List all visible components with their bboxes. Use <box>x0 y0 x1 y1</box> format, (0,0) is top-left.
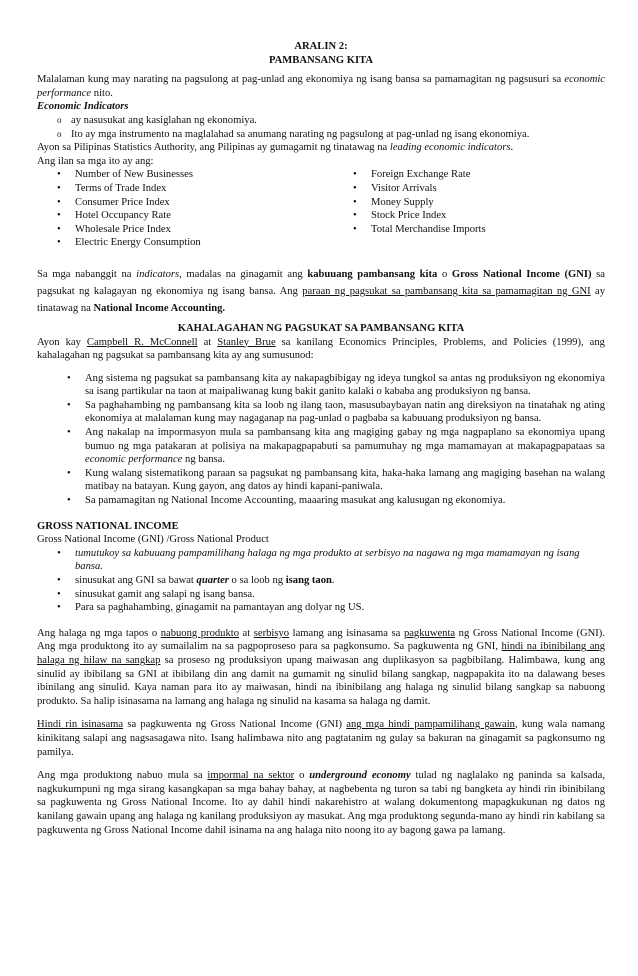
gross-title: GROSS NATIONAL INCOME <box>37 520 179 532</box>
text: ng bansa. <box>182 454 226 466</box>
text: impormal na sektor <box>207 770 295 782</box>
kahalagahan-list <box>37 372 605 508</box>
paragraph-1 <box>37 627 605 709</box>
text: pagkuwenta <box>403 627 456 639</box>
lesson-title: PAMBANSANG KITA <box>268 54 374 66</box>
list-item: • Sa paghahambing ng pambansang kita sa loob ng ilang taon, masusubaybayan natin ang direksiyon na tinatahak ng ating ekonomiya at malalaman kung may nagaganap na pag-unlad o pagbaba sa kabuuang produksiyon ng bansa. <box>37 399 605 426</box>
lesson-number: ARALIN 2: <box>294 41 348 52</box>
psa-paragraph <box>37 141 605 155</box>
list-item: • sinusukat gamit ang salapi ng isang bansa. <box>37 588 605 602</box>
list-item: • Total Merchandise Imports <box>333 223 605 237</box>
list-item: • Foreign Exchange Rate <box>333 168 605 182</box>
list-item: • Kung walang sistematikong paraan sa pagsukat ng pambansang kita, haka-haka lamang ang magiging basehan na walang matibay na batayan. Kung gayon, ang datos ay hindi kapani-paniwala. <box>37 467 605 494</box>
text: sinusukat ang GNI sa bawat <box>75 575 197 586</box>
psa-end: . <box>510 142 514 154</box>
list-item: • Ang sistema ng pagsukat sa pambansang kita ay nakapagbibigay ng ideya tungkol sa antas ng produksiyon ng ekonomiya sa isang partikular na taon at maipaliwanag kung bakit ganito kalaki o kababa ang produksiyon ng bansa. <box>37 372 605 399</box>
list-item <box>37 574 605 588</box>
text: ang mga hindi pampamilihang gawain <box>346 719 515 731</box>
text: at <box>197 336 218 348</box>
text: Ang halaga ng mga tapos o <box>37 627 161 639</box>
psa-text: Ayon sa Pilipinas Statistics Authority, ang Pilipinas ay gumagamit ng tinatawag na <box>37 142 390 154</box>
text: at <box>239 627 254 639</box>
text: ng Gross National Income (GNI). Ang mga produktong ito ay sumailalim na sa pagpoproseso para sa pagkonsumo. Sa pagkuwenta ng GNI, <box>37 627 605 653</box>
text: ay tinatawag na <box>37 285 605 314</box>
text: underground economy <box>309 770 411 782</box>
kahalagahan-title: KAHALAGAHAN NG PAGSUKAT SA PAMBANSANG KITA <box>177 322 465 334</box>
econ-indicators-title: Economic Indicators <box>37 101 129 113</box>
list-item: • Para sa paghahambing, ginagamit na pamantayan ang dolyar ng US. <box>37 601 605 615</box>
author-2: Stanley Brue <box>217 336 276 348</box>
list-item: o ay nasusukat ang kasiglahan ng ekonomiya. <box>71 114 605 128</box>
list-item: • Consumer Price Index <box>37 196 333 210</box>
list-item: • Visitor Arrivals <box>333 182 605 196</box>
text: lamang ang isinasama sa <box>289 627 404 639</box>
indicator-columns <box>37 168 605 250</box>
text: Ayon kay <box>37 336 87 348</box>
text: hindi na ibinibilang ang halaga ng hilaw na sangkap <box>37 641 605 666</box>
econ-indicators-list <box>37 114 605 141</box>
text: sa proseso ng produksiyon upang maiwasan ang duplikasyon sa pagbibilang. Halimbawa, kung ang sinulid ay ibibilang sa GNI at ibibilang din ang damit na gumamit ng sinulid bilang sangkap, nagpapakita ito na dalawang beses ibinilang ang sinulid. Kaya naman para ito ay maiwasan, hindi na ibinibilang ang halaga ng sinulid bilang sangkap sa nabuong produkto. Sa halip isinasama na lamang ang halaga ng sinulid na kasama sa halaga ng damit. <box>37 654 605 707</box>
text: Hindi rin isinasama <box>37 719 124 731</box>
text: o <box>294 770 310 782</box>
paragraph-2 <box>37 718 605 759</box>
text: , kung wala namang kinikitang salapi ang nagsasagawa nito. Isang halimbawa nito ang pagtatanim ng gulay sa bakuran na ginagamit sa pagkonsumo ng pamilya. <box>37 719 605 758</box>
text: . <box>331 575 335 586</box>
list-item: o Ito ay mga instrumento na maglalahad sa anumang narating ng pagsulong at pag-unlad ng isang ekonomiya. <box>71 128 605 142</box>
text: kabuuang pambansang kita <box>307 268 438 280</box>
text: sa pagkuwenta ng Gross National Income (GNI) <box>123 719 347 731</box>
some-of-them-text: Ang ilan sa mga ito ay ang: <box>37 155 154 167</box>
kahalagahan-intro <box>37 336 605 363</box>
text: madalas na ginagamit ang <box>181 268 308 280</box>
text: Ang mga produktong nabuo mula sa <box>37 770 208 782</box>
text: isang taon <box>285 575 332 586</box>
intro-italic: economic performance <box>37 74 605 99</box>
gross-list <box>37 547 605 615</box>
paragraph-3 <box>37 769 605 837</box>
text: nabuong produkto <box>160 627 239 639</box>
psa-italic: leading economic indicators <box>389 142 511 154</box>
text: Sa mga nabanggit na <box>37 268 137 280</box>
text: indicators, <box>136 268 182 280</box>
indicator-list-left <box>37 168 333 250</box>
document-page <box>37 40 605 837</box>
text: o <box>437 268 452 280</box>
list-item: • Stock Price Index <box>333 209 605 223</box>
text: o sa loob ng <box>228 575 286 586</box>
list-item: • Electric Energy Consumption <box>37 236 333 250</box>
intro-text: Malalaman kung may narating na pagsulong at pag-unlad ang ekonomiya ng isang bansa sa pamamagitan ng pagsusuri sa <box>37 74 565 86</box>
list-item: • Terms of Trade Index <box>37 182 333 196</box>
list-item: • tumutukoy sa kabuuang pampamilihang halaga ng mga produkto at serbisyo na nagawa ng mga mamamayan ng isang bansa. <box>37 547 605 574</box>
gni-paragraph <box>37 266 605 317</box>
indicator-list-right <box>333 168 605 250</box>
text: tulad ng naglalako ng paninda sa kalsada, nagkukumpuni ng mga sirang kasangkapan sa mga bahay bahay, at nagbebenta ng turon sa tabi ng bangketa ay hindi rin ibinibilang sa pagkuwenta ng Gross National Income. Ito ay dahil hindi nakarehistro at walang dokumentong mapagkukunan ng datos ng kanilang gawain upang ang halaga ng kanilang produksiyon ay masukat. Ang mga produktong segunda-mano ay hindi rin kabilang sa pagkuwenta ng Gross National Income dahil isinama na ang halaga nito noong ito ay bagong gawa pa lamang. <box>37 770 606 836</box>
list-item: • Sa pamamagitan ng National Income Accounting, maaaring masukat ang kalusugan ng ekonomiya. <box>37 494 605 508</box>
text: National Income Accounting. <box>93 302 226 314</box>
text: economic performance <box>85 454 183 466</box>
text: paraan ng pagsukat sa pambansang kita sa pamamagitan ng GNI <box>302 285 591 297</box>
list-item: • Hotel Occupancy Rate <box>37 209 333 223</box>
text: quarter <box>196 575 229 586</box>
intro-end: nito. <box>91 87 113 99</box>
text: Gross National Income (GNI) <box>451 268 592 280</box>
author-1: Campbell R. McConnell <box>86 336 198 348</box>
list-item: • Wholesale Price Index <box>37 223 333 237</box>
gross-subtitle: Gross National Income (GNI) /Gross National Product <box>37 534 269 546</box>
list-item: • Money Supply <box>333 196 605 210</box>
text: serbisyo <box>253 627 290 639</box>
list-item <box>37 426 605 467</box>
text: Ang nakalap na impormasyon mula sa pambansang kita ang magiging gabay ng mga nagpaplano sa ekonomiya upang bumuo ng mga patakaran at polisiya na makapagpapabuti sa pamumuhay ng mga mamamayan at makapagpapataas sa <box>85 427 605 452</box>
text: sa kanilang Economics Principles, Problems, and Policies (1999), ang kahalagahan ng pagsukat sa pambansang kita ay ang sumusunod: <box>37 336 605 362</box>
text: sa pagsukat ng kalagayan ng ekonomiya ng isang bansa. Ang <box>37 268 606 297</box>
list-item: • Number of New Businesses <box>37 168 333 182</box>
intro-paragraph <box>37 73 605 100</box>
